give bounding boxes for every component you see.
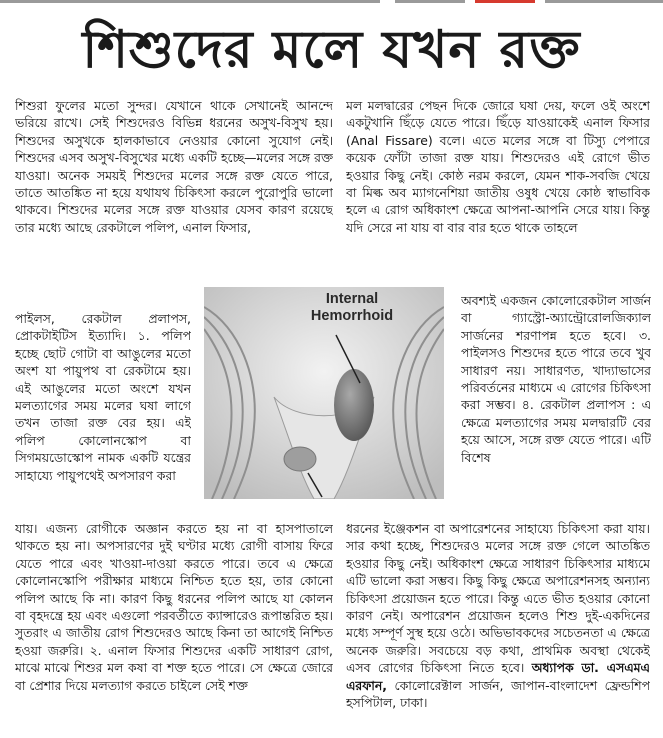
column2-paragraph2: অবশ্যই একজন কোলোরেকটাল সার্জন বা গ্যাস্ট্রো-অ্যান্ট্রোরোলজিক্যাল সার্জনের শরণাপন্ন হতে হবে। ৩. পাইলসও শিশুদের হতে পারে তবে খুব সাধারণ নয়। সাধারণত, খাদ্যাভাসের পরিবর্তনের মাধ্যমে এ রোগের চিকিৎসা করা সম্ভব। ৪. রেকটাল প্রলাপস : এ ক্ষেত্রে মলত্যাগের সময় মলদ্বারটি বের হয়ে আসে, সঙ্গে রক্ত যেতে পারে। এটি বিশেষ — [461, 293, 651, 465]
hemorrhoid-shape — [334, 369, 374, 441]
article-title: শিশুদের মলে যখন রক্ত — [82, 19, 581, 80]
top-bar-grey-segment — [0, 0, 380, 3]
hemorrhoid-illustration — [204, 287, 444, 499]
illustration-label — [282, 291, 422, 325]
author-affiliation: কোলোরেক্টাল সার্জন, জাপান-বাংলাদেশ ফ্রেন্ডশিপ হসপিটাল, ঢাকা। — [346, 677, 650, 711]
illustration-label-line2: Hemorrhoid — [310, 308, 394, 324]
column1-paragraph1: শিশুরা ফুলের মতো সুন্দর। যেখানে থাকে সেখানেই আনন্দে ভরিয়ে রাখে। সেই শিশুদেরও বিভিন্ন ধরনের অসুখ-বিসুখ হয়। শিশুদের অসুখকে হালকাভাবে নেওয়ার কোনো সুযোগ নেই। শিশুদের এসব অসুখ-বিসুখের মধ্যে একটি হচ্ছে—মলের সঙ্গে রক্ত যাওয়া। অনেক সময়ই শিশুদের মলের সঙ্গে রক্ত যেতে পারে, তাতে আতঙ্কিত না হয়ে যথাযথ চিকিৎসা করলে পুরোপুরি ভালো থাকবে। শিশুদের মলের সঙ্গে রক্ত যাওয়ার যেসব কারণ রয়েছে তার মধ্যে আছে রেকটালে পলিপ, এনাল ফিসার, — [15, 98, 333, 235]
column2-paragraph3 — [346, 520, 650, 735]
column1-paragraph3: যায়। এজন্য রোগীকে অজ্ঞান করতে হয় না বা হাসপাতালে থাকতে হয় না। অপসারণের দুই ঘণ্টার মধ্যে রোগী বাসায় ফিরে যেতে পারে এবং খাওয়া-দাওয়া করতে পারে। তবে এ ক্ষেত্রে কোলোনস্কোপি পরীক্ষার মাধ্যমে নিশ্চিত হতে হয়, তার কোনো পলিপ আছে কি না। কারণ কিছু ধরনের পলিপ আছে যা কোলন বা বৃহদন্ত্রে হয় এবং এগুলো পরবর্তীতে ক্যান্সারেও রূপান্তরিত হয়। সুতরাং এ জাতীয় রোগ শিশুদেরও আছে কিনা তা আগেই নিশ্চিত হওয়া জরুরি। ২. এনাল ফিসার শিশুদের একটি সাধারণ রোগ, মাঝে মাঝে শিশুর মল কষা বা শক্ত হতে পারে। সে ক্ষেত্রে জোরে বা প্রেশার দিয়ে মলত্যাগ করতে চাইলে সেই শক্ত — [15, 521, 333, 693]
top-bar-grey-segment-3 — [545, 0, 663, 3]
column2-paragraph3-text: ধরনের ইঞ্জেকশন বা অপারেশনের সাহায্যে চিকিৎসা করা যায়। সার কথা হচ্ছে, শিশুদেরও মলের সঙ্গে রক্ত গেলে আতঙ্কিত হওয়ার কিছু নেই। অধিকাংশ ক্ষেত্রে সাধারণ চিকিৎসার মাধ্যমে এটি ভালো করা সম্ভব। কিছু কিছু ক্ষেত্রে অপারেশনসহ অন্যান্য চিকিৎসা প্রয়োজন হতে পারে। কিন্তু এতে ভীত হওয়ার কোনো কারণ নেই। অপারেশন প্রয়োজন হলেও শিশু দুই-একদিনের মধ্যে সম্পূর্ণ সুস্থ হয়ে ওঠে। অভিভাবকদের সচেতনতা এ ক্ষেত্রে অনেক জরুরি। সবচেয়ে বড় কথা, প্রাথমিক অবস্থা থেকেই এসব রোগের চিকিৎসা নিতে হবে। — [346, 521, 650, 676]
top-color-bar — [0, 0, 663, 3]
illustration-label-line1: Internal — [325, 291, 379, 307]
column2-paragraph1: মল মলদ্বারের পেছন দিকে জোরে ঘষা দেয়, ফলে ওই অংশে একটুখানি ছিঁড়ে যেতে পারে। ছিঁড়ে যাওয়াকেই এনাল ফিসার (Anal Fissare) বলে। এতে মলের সঙ্গে বা টিস্যু পেপারে কয়েক ফোঁটা তাজা রক্ত যায়। শিশুদেরও এই রোগে ভীত হওয়ার কিছু নেই। কোষ্ঠ নরম করলে, যেমন শাক-সবজি খেয়ে বা মিল্ক অব ম্যাগনেশিয়া জাতীয় ওষুধ খেয়ে কোষ্ঠ স্বাভাবিক হলে এ রোগ অধিকাংশ ক্ষেত্রে আপনা-আপনি সেরে যায়। কিন্তু যদি সেরে না যায় বা বার বার হতে থাকে তাহলে — [346, 98, 650, 235]
top-bar-grey-segment-2 — [395, 0, 465, 3]
column1-paragraph2: পাইলস, রেকটাল প্রলাপস, প্রোকটাইটিস ইত্যাদি। ১. পলিপ হচ্ছে ছোট গোটা বা আঙুলের মতো অংশ যা পায়ুপথ বা রেকটামে হয়। এই আঙুলের মতো অংশে যখন মলত্যাগের সময় মলের ঘষা লাগে তখন তাজা রক্ত বের হয়। এই পলিপ কোলোনস্কোপ বা সিগময়ডোস্কোপ নামক একটি যন্ত্রের সাহায্যে পায়ুপথেই অপসারণ করা — [15, 311, 191, 483]
top-bar-red-segment — [475, 0, 535, 3]
author-name: অধ্যাপক ডা. এসএমএ এরফান, — [346, 660, 650, 693]
